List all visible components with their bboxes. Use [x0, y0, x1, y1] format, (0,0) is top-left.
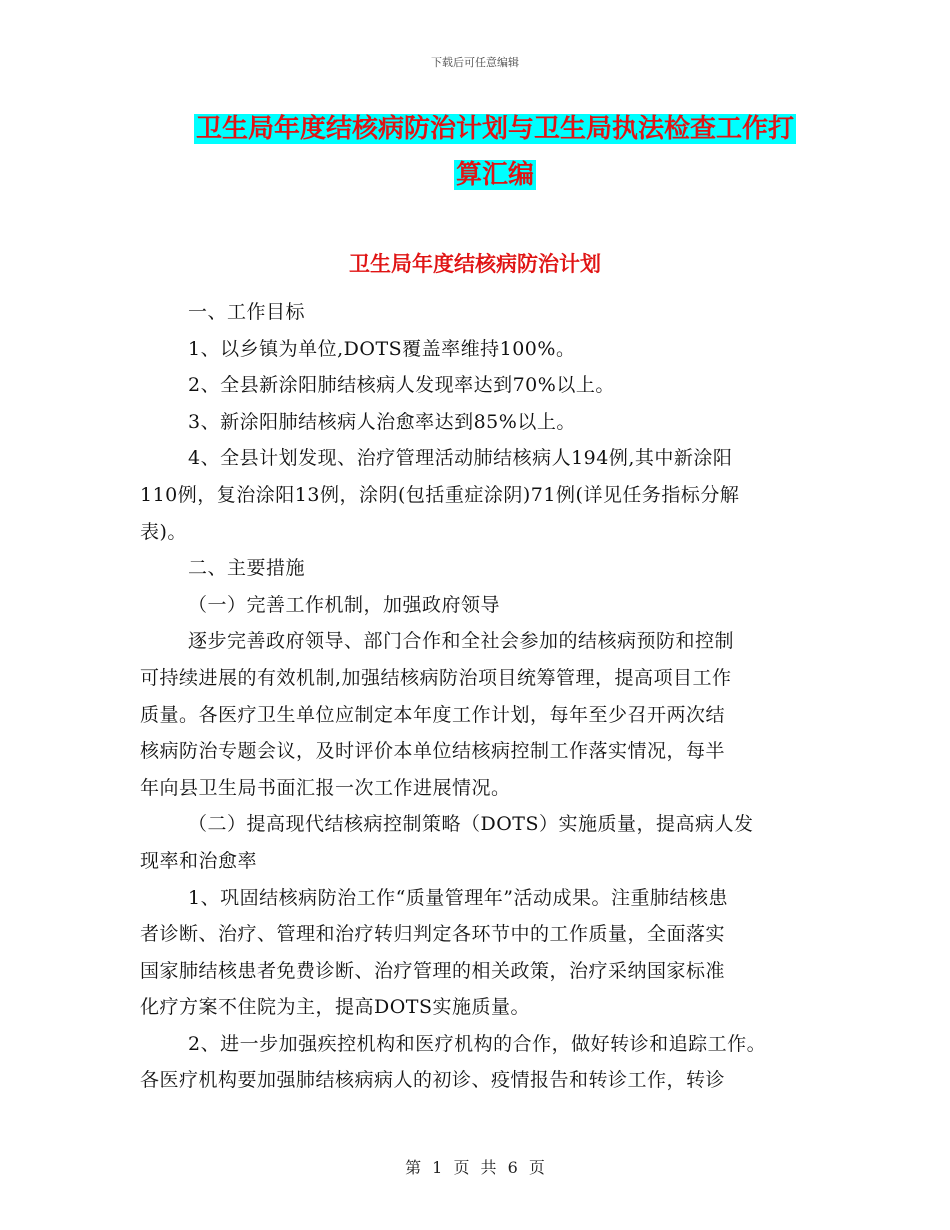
body-line: 3、新涂阳肺结核病人治愈率达到85%以上。 [188, 410, 576, 433]
body-line: 4、全县计划发现、治疗管理活动肺结核病人194例,其中新涂阳 [188, 447, 733, 470]
body-line: 者诊断、治疗、管理和治疗转归判定各环节中的工作质量，全面落实 [140, 923, 726, 946]
body-line: 一、工作目标 [188, 301, 306, 323]
body-line: 现率和治愈率 [140, 849, 258, 872]
body-line: 1、以乡镇为单位,DOTS覆盖率维持100%。 [188, 337, 576, 360]
body-line: 年向县卫生局书面汇报一次工作进展情况。 [140, 776, 511, 799]
body-line: 国家肺结核患者免费诊断、治疗管理的相关政策，治疗采纳国家标准 [140, 959, 726, 982]
page-footer: 第 1 页 共 6 页 [405, 1158, 545, 1177]
body-line: 质量。各医疗卫生单位应制定本年度工作计划，每年至少召开两次结 [140, 703, 726, 726]
document-title-text-2: 算汇编 [455, 160, 534, 190]
body-line: （一）完善工作机制，加强政府领导 [188, 593, 501, 616]
body-line: （二）提高现代结核病控制策略（DOTS）实施质量，提高病人发 [188, 813, 754, 836]
body-line: 化疗方案不住院为主，提高DOTS实施质量。 [140, 996, 531, 1019]
body-line: 各医疗机构要加强肺结核病病人的初诊、疫情报告和转诊工作，转诊 [140, 1069, 726, 1092]
body-line: 110例，复治涂阳13例，涂阴(包括重症涂阴)71例(详见任务指标分解 [140, 483, 740, 506]
body-line: 逐步完善政府领导、部门合作和全社会参加的结核病预防和控制 [188, 630, 735, 653]
body-line: 可持续进展的有效机制,加强结核病防治项目统筹管理，提高项目工作 [140, 666, 732, 689]
document-body [140, 294, 830, 1099]
document-title-line-1 [150, 110, 840, 148]
page-header-note: 下载后可任意编辑 [431, 56, 519, 69]
body-line: 1、巩固结核病防治工作“质量管理年”活动成果。注重肺结核患 [188, 886, 729, 909]
document-title-line-2 [150, 156, 840, 194]
body-line: 2、进一步加强疾控机构和医疗机构的合作，做好转诊和追踪工作。 [188, 1032, 767, 1055]
body-line: 核病防治专题会议，及时评价本单位结核病控制工作落实情况，每半 [140, 740, 726, 763]
body-line: 表)。 [140, 520, 187, 543]
body-line: 二、主要措施 [188, 557, 306, 580]
document-title-text-1: 卫生局年度结核病防治计划与卫生局执法检查工作打 [195, 114, 794, 144]
section-title: 卫生局年度结核病防治计划 [349, 252, 601, 276]
body-line: 2、全县新涂阳肺结核病人发现率达到70%以上。 [188, 374, 615, 397]
